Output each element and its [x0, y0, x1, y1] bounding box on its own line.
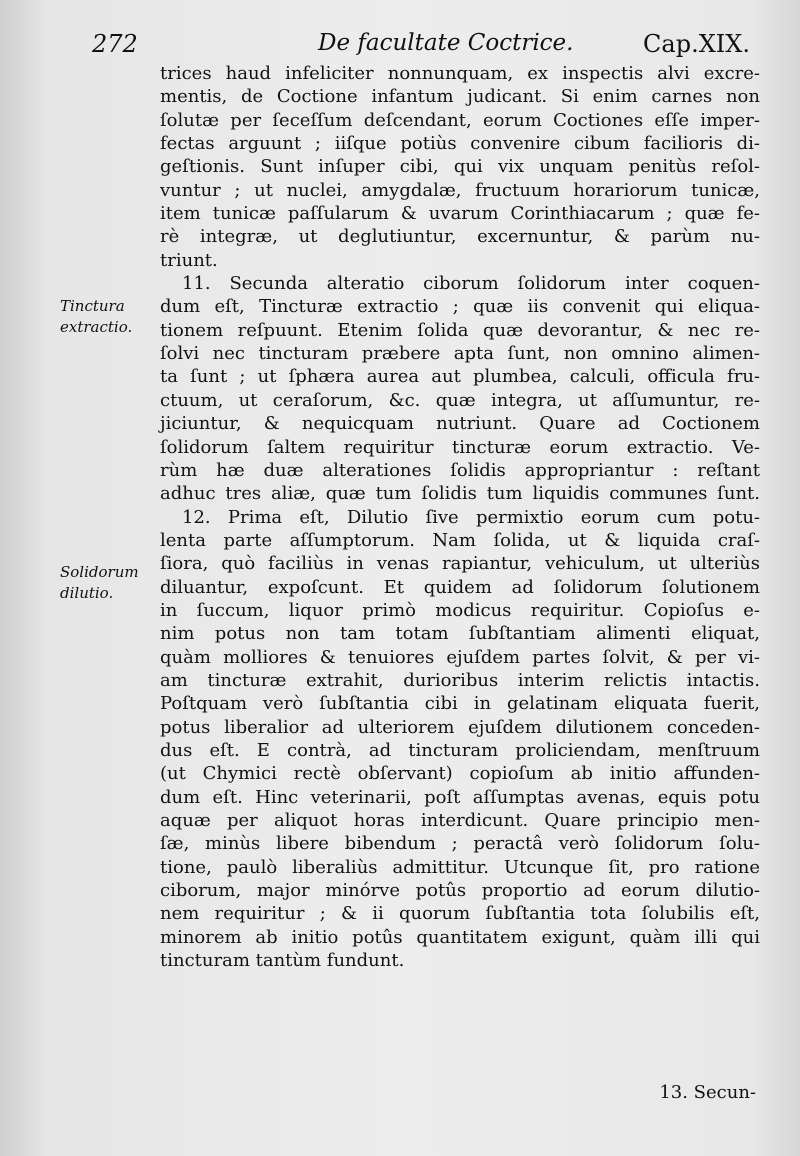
text-line: dum eſt. Hinc veterinarii, poſt aſſumptas avenas, equis potu: [160, 786, 760, 808]
margin-note-line: dilutio.: [60, 584, 114, 602]
margin-note-dilutio: [60, 562, 156, 604]
text-line: nem requiritur ; & ii quorum ſubſtantia tota ſolubilis eſt,: [160, 903, 760, 925]
text-line: rùm hæ duæ alterationes ſolidis appropriantur : reſtant: [160, 459, 760, 481]
text-line: tincturam tantùm fundunt.: [160, 950, 405, 972]
text-line: Poſtquam verò ſubſtantia cibi in gelatinam eliquata fuerit,: [160, 693, 760, 715]
text-line: item tunicæ paſſularum & uvarum Corinthiacarum ; quæ fe-: [160, 203, 760, 225]
margin-note-tinctura: [60, 296, 156, 338]
body-text: [160, 62, 760, 972]
text-line: ſolvi nec tincturam præbere apta ſunt, non omnino alimen-: [160, 343, 760, 365]
text-line: ta ſunt ; ut ſphæra aurea aut plumbea, calculi, officula fru-: [160, 366, 760, 388]
text-line: tione, paulò liberaliùs admittitur. Utcunque ſit, pro ratione: [160, 856, 760, 878]
margin-note-line: extractio.: [60, 318, 133, 336]
text-line: quàm molliores & tenuiores ejuſdem partes ſolvit, & per vi-: [160, 646, 760, 668]
text-line: tionem reſpuunt. Etenim ſolida quæ devorantur, & nec re-: [160, 319, 760, 341]
text-line: am tincturæ extrahit, durioribus interim relictis intactis.: [160, 669, 760, 691]
text-line: ciborum, major minórve potûs proportio ad eorum dilutio-: [160, 880, 760, 902]
text-line: ſolutæ per ſeceſſum deſcendant, eorum Coctiones eſſe imper-: [160, 109, 760, 131]
margin-note-line: Solidorum: [60, 563, 139, 581]
text-line: dum eſt, Tincturæ extractio ; quæ iis convenit qui eliqua-: [160, 296, 760, 318]
text-line: aquæ per aliquot horas interdicunt. Quare principio men-: [160, 810, 760, 831]
text-line: nim potus non tam totam ſubſtantiam alimenti eliquat,: [160, 623, 760, 645]
running-title: De facultate Coctrice.: [318, 30, 574, 56]
text-line: ſæ, minùs libere bibendum ; peractâ verò ſolidorum ſolu-: [160, 833, 760, 855]
paragraph-start: 11. Secunda alteratio ciborum ſolidorum inter coquen-: [182, 273, 760, 295]
text-line: adhuc tres aliæ, quæ tum ſolidis tum liquidis communes ſunt.: [160, 483, 760, 505]
text-line: mentis, de Coctione infantum judicant. Si enim carnes non: [160, 86, 760, 108]
text-line: lenta parte aſſumptorum. Nam ſolida, ut & liquida craſ-: [160, 529, 760, 551]
text-line: rè integræ, ut deglutiuntur, excernuntur, & parùm nu-: [160, 226, 760, 248]
text-line: geſtionis. Sunt inſuper cibi, qui vix unquam penitùs reſol-: [160, 156, 760, 178]
text-line: fectas arguunt ; iiſque potiùs convenire cibum facilioris di-: [160, 133, 760, 155]
text-line: diluantur, expoſcunt. Et quidem ad ſolidorum ſolutionem: [160, 576, 760, 598]
text-line: trices haud infeliciter nonnunquam, ex inspectis alvi excre-: [160, 63, 760, 84]
text-line: triunt.: [160, 249, 218, 271]
text-line: jiciuntur, & nequicquam nutriunt. Quare ad Coctionem: [160, 413, 760, 435]
text-line: minorem ab initio potûs quantitatem exigunt, quàm illi qui: [160, 926, 760, 948]
text-line: in ſuccum, liquor primò modicus requiritur. Copioſus e-: [160, 599, 760, 621]
catchword: 13. Secun-: [659, 1082, 756, 1103]
text-line: (ut Chymici rectè obſervant) copioſum ab initio affunden-: [160, 763, 760, 785]
text-line: ctuum, ut ceraſorum, &c. quæ integra, ut aſſumuntur, re-: [160, 389, 760, 411]
margin-note-line: Tinctura: [60, 297, 125, 315]
chapter-label: Cap.XIX.: [643, 30, 750, 58]
text-line: ſiora, quò faciliùs in venas rapiantur, vehiculum, ut ulteriùs: [160, 553, 760, 575]
paragraph-start: 12. Prima eſt, Dilutio ſive permixtio eorum cum potu-: [182, 506, 760, 528]
page-header: [0, 0, 800, 64]
text-line: ſolidorum ſaltem requiritur tincturæ eorum extractio. Ve-: [160, 436, 760, 458]
text-line: vuntur ; ut nuclei, amygdalæ, fructuum horariorum tunicæ,: [160, 179, 760, 201]
page-number: 272: [92, 30, 138, 58]
text-line: dus eſt. E contrà, ad tincturam proliciendam, menſtruum: [160, 739, 760, 761]
text-line: potus liberalior ad ulteriorem ejuſdem dilutionem conceden-: [160, 716, 760, 738]
